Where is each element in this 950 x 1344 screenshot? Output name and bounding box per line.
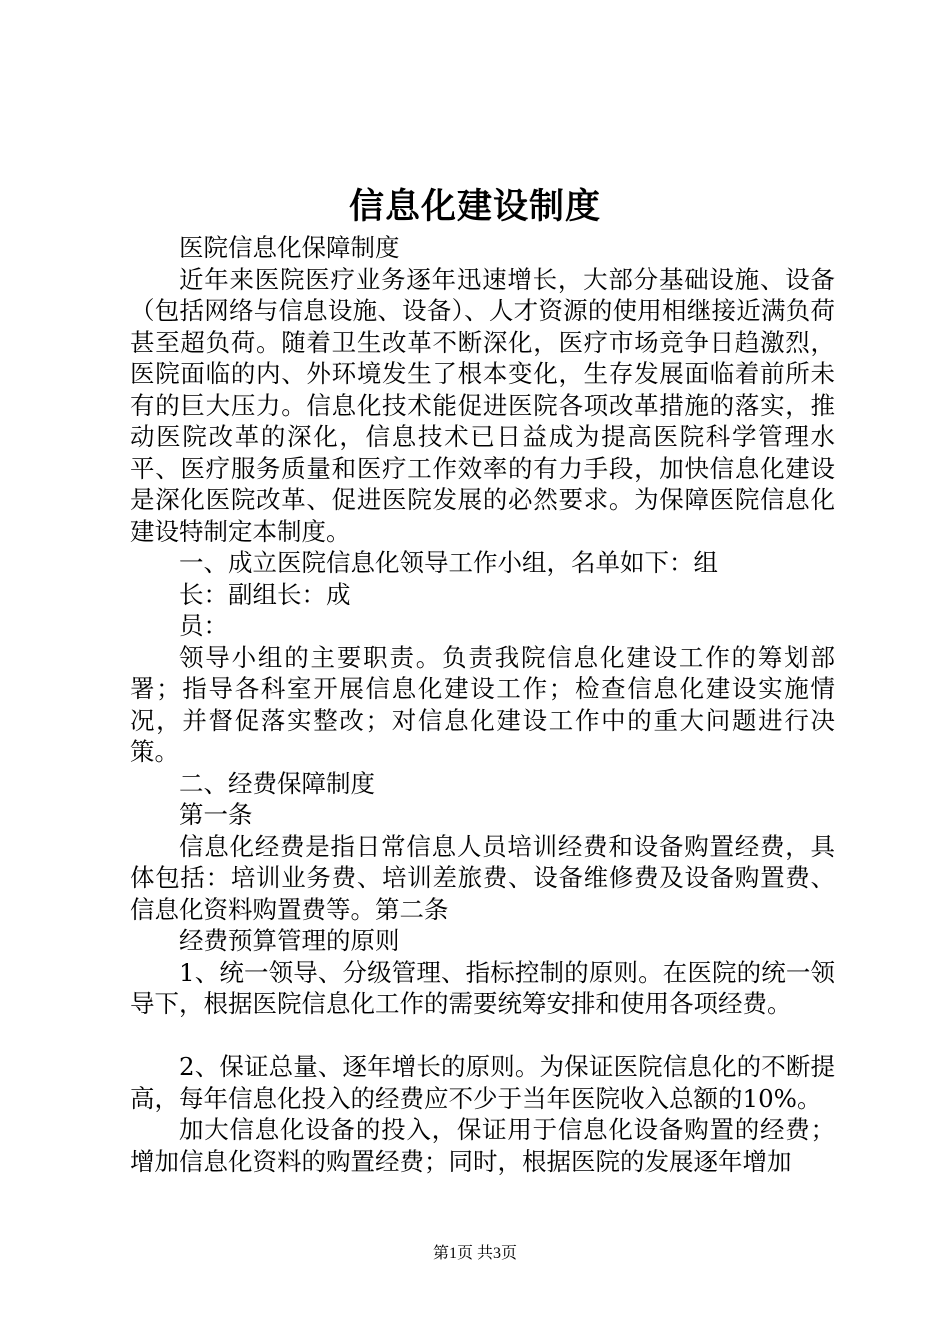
section-heading: 二、经费保障制度 <box>179 768 375 798</box>
body-paragraph: 员： <box>179 611 228 640</box>
body-paragraph: 信息化经费是指日常信息人员培训经费和设备购置经费，具体包括：培训业务费、培训差旅费、设备维修费及设备购置费、信息化资料购置费等。第二条 <box>130 831 835 924</box>
body-paragraph: 2、保证总量、逐年增长的原则。为保证医院信息化的不断提高，每年信息化投入的经费应不少于当年医院收入总额的10%。 <box>130 1052 835 1113</box>
body-paragraph: 长：副组长：成 <box>179 579 351 609</box>
body-paragraph: 一、成立医院信息化领导工作小组，名单如下：组 <box>179 548 718 577</box>
section-heading: 医院信息化保障制度 <box>179 233 400 262</box>
paragraph-gap <box>130 1020 835 1052</box>
body-paragraph: 1、统一领导、分级管理、指标控制的原则。在医院的统一领导下，根据医院信息化工作的需要统筹安排和使用各项经费。 <box>130 957 835 1018</box>
page-footer: 第1页 共3页 <box>432 1245 517 1262</box>
body-paragraph: 加大信息化设备的投入，保证用于信息化设备购置的经费；增加信息化资料的购置经费；同时，根据医院的发展逐年增加 <box>130 1115 835 1176</box>
body-paragraph: 领导小组的主要职责。负责我院信息化建设工作的筹划部署；指导各科室开展信息化建设工作；检查信息化建设实施情况，并督促落实整改；对信息化建设工作中的重大问题进行决策。 <box>130 642 835 766</box>
body-paragraph: 经费预算管理的原则 <box>179 926 400 955</box>
body-paragraph: 近年来医院医疗业务逐年迅速增长，大部分基础设施、设备（包括网络与信息设施、设备）、人才资源的使用相继接近满负荷甚至超负荷。随着卫生改革不断深化，医疗市场竞争日趋激烈，医院面临的内、外环境发生了根本变化，生存发展面临着前所未有的巨大压力。信息化技术能促进医院各项改革措施的落实，推动医院改革的深化，信息技术已日益成为提高医院科学管理水平、医疗服务质量和医疗工作效率的有力手段，加快信息化建设是深化医院改革、促进医院发展的必然要求。为保障医院信息化建设特制定本制度。 <box>130 264 835 546</box>
article-heading: 第一条 <box>179 800 253 829</box>
document-title: 信息化建设制度 <box>348 186 601 227</box>
document-body <box>130 232 835 1177</box>
